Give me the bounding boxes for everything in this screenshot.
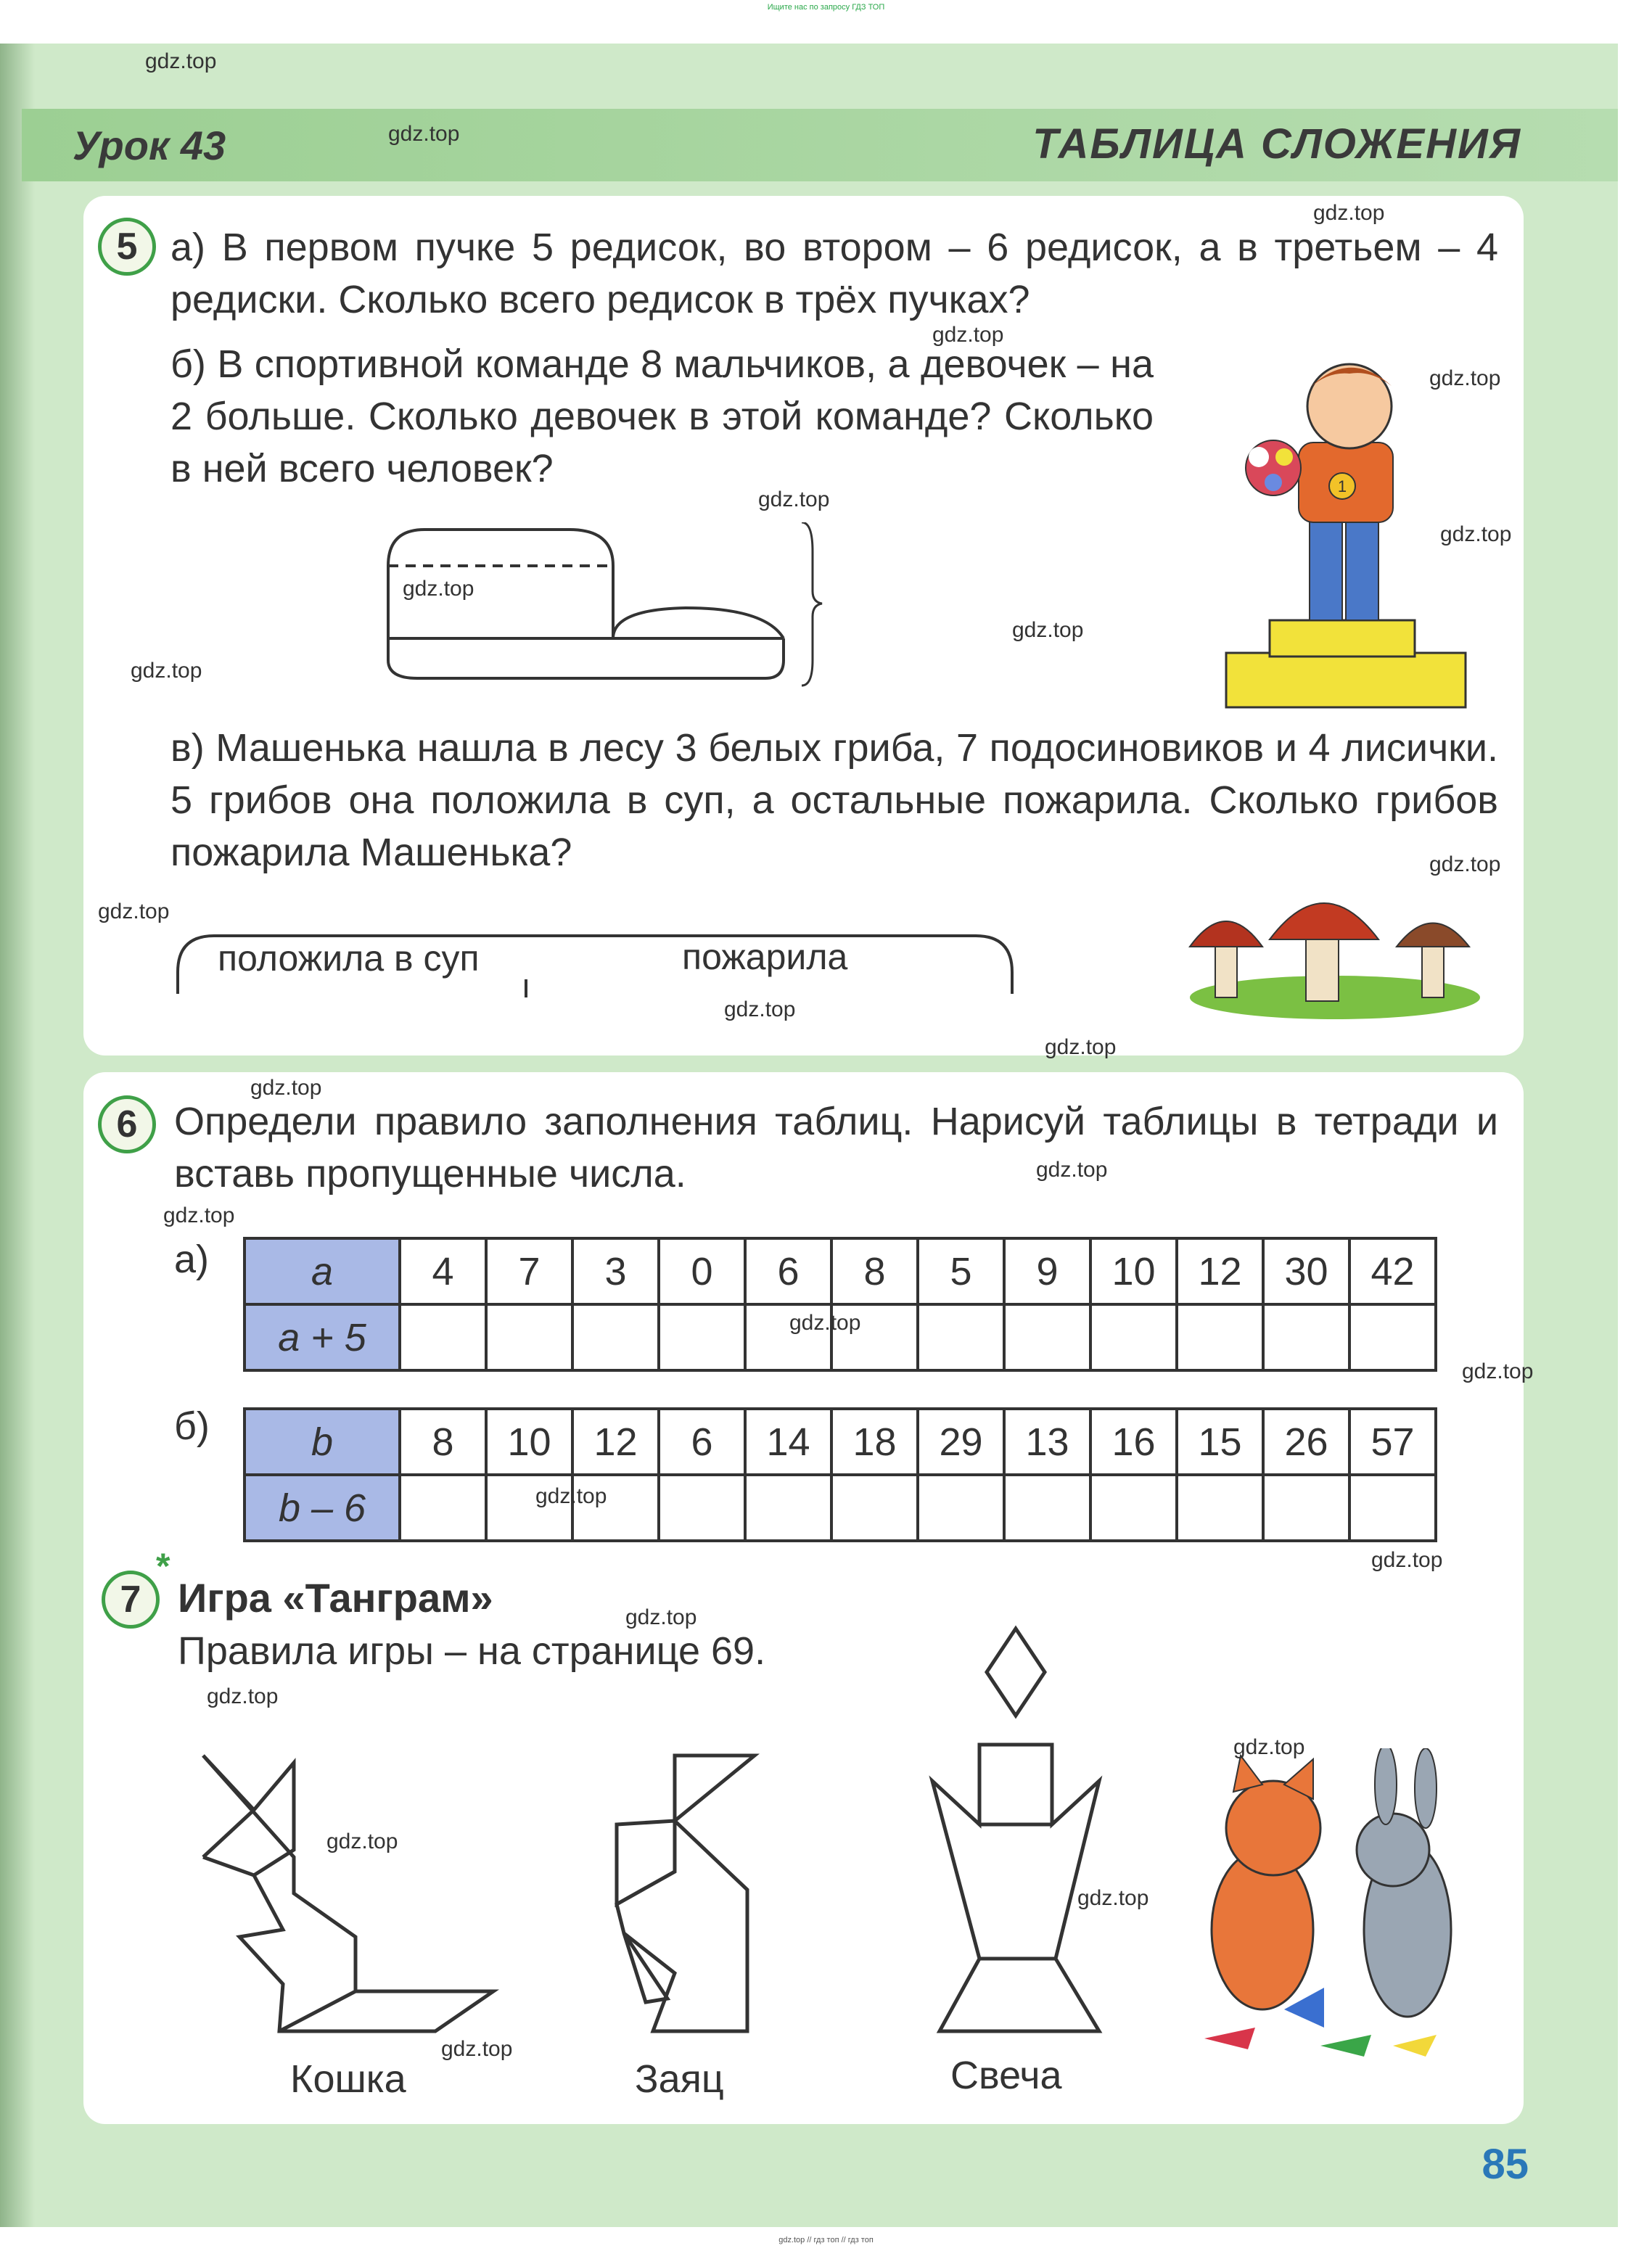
table-b-label: б) [174,1404,210,1448]
table-cell: 4 [400,1238,486,1304]
table-b-row-values [244,1409,1436,1475]
table-a-head: a [244,1238,400,1304]
table-cell: 29 [918,1409,1004,1475]
empty-cell [572,1304,659,1370]
tangram-candle [929,1625,1125,2038]
watermark: gdz.top [1440,522,1512,546]
total-brace [802,522,822,686]
watermark: gdz.top [131,659,202,683]
task7-number: 7 [102,1571,160,1629]
empty-cell [400,1475,486,1541]
table-b [243,1407,1437,1542]
empty-cell [486,1304,572,1370]
bottom-note: gdz.top // гдз топ // гдз топ [778,2236,874,2244]
watermark: gdz.top [758,487,830,511]
watermark: gdz.top [1077,1886,1149,1910]
watermark: gdz.top [789,1311,861,1335]
table-a-label: а) [174,1238,210,1281]
page-number: 85 [1482,2141,1529,2188]
mushroom-large [1270,903,1378,939]
table-cell: 18 [831,1409,918,1475]
table-cell: 30 [1263,1238,1349,1304]
table-cell: 0 [659,1238,745,1304]
caption-candle: Свеча [950,2054,1062,2097]
empty-cell [659,1304,745,1370]
task5c-text: в) Машенька нашла в лесу 3 белых гриба, 7 подосиновиков и 4 лисички. 5 грибов она положила в суп, а остальные пожарила. Сколько грибов пожарила Машенька? [170,726,1498,874]
task5b-text: б) В спортивной команде 8 мальчиков, а девочек – на 2 больше. Сколько девочек в этой команде? Сколько в ней всего человек? [170,342,1154,490]
empty-cell [400,1304,486,1370]
table-a-expression: a + 5 [244,1304,400,1370]
watermark: gdz.top [163,1203,235,1227]
section-title: ТАБЛИЦА СЛОЖЕНИЯ [1032,120,1521,168]
empty-cell [1263,1304,1349,1370]
watermark: gdz.top [388,122,460,146]
watermark: gdz.top [1313,201,1385,225]
watermark: gdz.top [207,1684,279,1708]
girls-extra-segment [613,608,784,638]
table-a-row-values [244,1238,1436,1304]
watermark: gdz.top [724,997,796,1021]
book-spine [0,44,35,2227]
candle-body [932,1745,1099,2031]
candle-flame [987,1629,1045,1716]
empty-cell [1090,1475,1177,1541]
table-cell: 16 [1090,1409,1177,1475]
boy-leg-right [1346,515,1378,620]
table-cell: 15 [1177,1409,1263,1475]
table-b-head: b [244,1409,400,1475]
table-cell: 8 [831,1238,918,1304]
table-cell: 3 [572,1238,659,1304]
top-note: Ищите нас по запросу ГДЗ ТОП [767,3,885,12]
table-cell: 10 [486,1409,572,1475]
empty-cell [1349,1304,1436,1370]
empty-cell [918,1304,1004,1370]
caption-hare: Заяц [635,2057,724,2101]
podium-base [1226,653,1466,707]
watermark: gdz.top [441,2037,513,2061]
table-cell: 5 [918,1238,1004,1304]
empty-cell [831,1475,918,1541]
watermark: gdz.top [1233,1735,1305,1759]
watermark: gdz.top [1012,618,1084,642]
mushroom-brown [1397,923,1469,947]
podium-top [1270,620,1415,657]
tangram-piece-yellow [1393,2035,1437,2057]
watermark: gdz.top [250,1076,322,1100]
table-cell: 14 [745,1409,831,1475]
watermark: gdz.top [403,577,474,601]
rabbit-head [1357,1814,1429,1886]
watermark: gdz.top [1429,366,1501,390]
caption-cat: Кошка [290,2057,406,2101]
lesson-number: Урок 43 [73,123,226,168]
task5b-diagram [374,522,823,689]
empty-cell [1177,1475,1263,1541]
table-cell: 42 [1349,1238,1436,1304]
table-cell: 7 [486,1238,572,1304]
cat-rabbit-illustration [1175,1748,1487,2067]
task7-text: Правила игры – на странице 69. [178,1629,766,1673]
watermark: gdz.top [98,900,170,923]
empty-cell [745,1475,831,1541]
tangram-cat [189,1748,522,2038]
table-cell: 6 [745,1238,831,1304]
medal-number: 1 [1337,477,1347,495]
tangram-piece-red [1204,2028,1255,2049]
task6-text: Определи правило заполнения таблиц. Нарисуй таблицы в тетради и вставь пропущенные числа. [174,1100,1498,1196]
empty-cell [918,1475,1004,1541]
watermark: gdz.top [535,1484,607,1508]
table-cell: 8 [400,1409,486,1475]
table-a [243,1237,1437,1372]
task5a-text: а) В первом пучке 5 редисок, во втором – 6 редисок, а в третьем – 4 редиски. Сколько всего редисок в трёх пучках? [170,226,1498,321]
cat-outline [203,1756,493,2031]
table-cell: 12 [1177,1238,1263,1304]
hare-body [617,1821,747,2031]
empty-cell [1263,1475,1349,1541]
task7-title: Игра «Танграм» [178,1575,493,1621]
watermark: gdz.top [326,1830,398,1853]
mushroom-small [1190,921,1262,947]
watermark: gdz.top [1429,852,1501,876]
watermark: gdz.top [1045,1035,1117,1059]
empty-cell [659,1475,745,1541]
tangram-piece-green [1320,2035,1371,2057]
table-cell: 57 [1349,1409,1436,1475]
table-b-expression: b – 6 [244,1475,400,1541]
tangram-hare [566,1748,784,2038]
table-cell: 10 [1090,1238,1177,1304]
table-cell: 6 [659,1409,745,1475]
watermark: gdz.top [145,49,217,73]
fried-label: пожарила [682,937,848,977]
task6-number: 6 [98,1095,156,1153]
watermark: gdz.top [932,323,1004,347]
watermark: gdz.top [1462,1359,1534,1383]
table-cell: 13 [1004,1409,1090,1475]
mushrooms-illustration [1183,867,1487,1019]
soup-label: положила в суп [218,938,480,979]
empty-cell [1090,1304,1177,1370]
boy-leg-left [1310,515,1342,620]
empty-cell [1004,1475,1090,1541]
table-cell: 12 [572,1409,659,1475]
table-cell: 26 [1263,1409,1349,1475]
empty-cell [1349,1475,1436,1541]
empty-cell [1004,1304,1090,1370]
girls-bar-outline [388,638,784,678]
table-b-row-empty [244,1475,1436,1541]
empty-cell [1177,1304,1263,1370]
challenge-star-icon: * [156,1546,170,1587]
watermark: gdz.top [625,1605,697,1629]
watermark: gdz.top [1036,1158,1108,1182]
task5-number: 5 [98,218,156,276]
table-cell: 9 [1004,1238,1090,1304]
watermark: gdz.top [1371,1548,1443,1572]
